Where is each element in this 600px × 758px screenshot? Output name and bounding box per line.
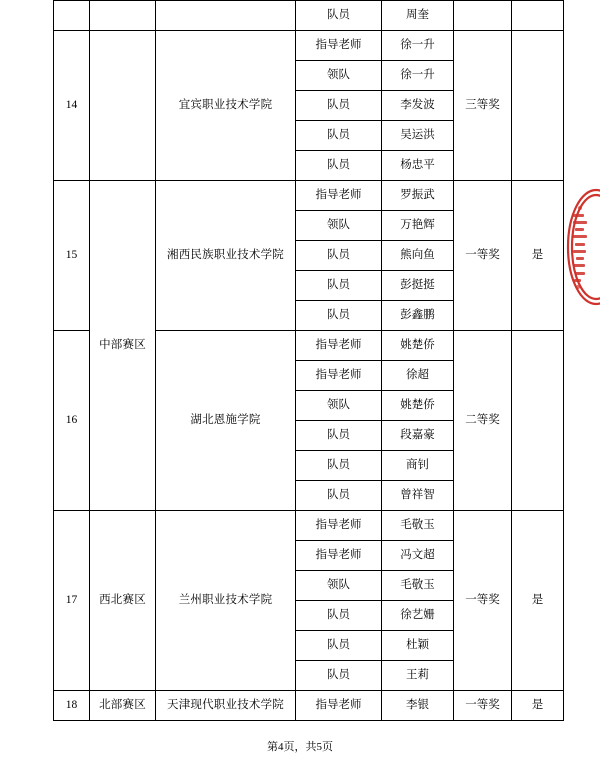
red-seal-stamp xyxy=(566,188,600,306)
cell-prize: 一等奖 xyxy=(454,691,512,721)
cell-zone: 西北赛区 xyxy=(90,511,156,691)
cell-name: 徐一升 xyxy=(382,31,454,61)
cell-role: 指导老师 xyxy=(296,691,382,721)
table-row xyxy=(54,181,564,211)
cell-name: 姚楚侨 xyxy=(382,331,454,361)
cell-role: 指导老师 xyxy=(296,331,382,361)
cell-name: 李发波 xyxy=(382,91,454,121)
cell-num: 14 xyxy=(54,31,90,181)
cell-name: 冯文超 xyxy=(382,541,454,571)
cell-flag: 是 xyxy=(512,511,564,691)
table-row xyxy=(54,511,564,541)
cell-name: 姚楚侨 xyxy=(382,391,454,421)
cell-role: 队员 xyxy=(296,271,382,301)
cell-name: 周奎 xyxy=(382,1,454,31)
cell-name: 徐超 xyxy=(382,361,454,391)
cell-role: 队员 xyxy=(296,91,382,121)
cell-school xyxy=(156,1,296,31)
cell-role: 队员 xyxy=(296,151,382,181)
cell-role: 队员 xyxy=(296,421,382,451)
cell-school: 兰州职业技术学院 xyxy=(156,511,296,691)
cell-role: 队员 xyxy=(296,1,382,31)
cell-name: 李银 xyxy=(382,691,454,721)
cell-num: 18 xyxy=(54,691,90,721)
cell-role: 指导老师 xyxy=(296,361,382,391)
cell-school: 湘西民族职业技术学院 xyxy=(156,181,296,331)
cell-school: 宜宾职业技术学院 xyxy=(156,31,296,181)
cell-name: 杨忠平 xyxy=(382,151,454,181)
cell-role: 领队 xyxy=(296,211,382,241)
cell-role: 队员 xyxy=(296,241,382,271)
cell-role: 队员 xyxy=(296,661,382,691)
cell-name: 段嘉豪 xyxy=(382,421,454,451)
cell-name: 吴运洪 xyxy=(382,121,454,151)
cell-school: 湖北恩施学院 xyxy=(156,331,296,511)
cell-zone: 中部赛区 xyxy=(90,181,156,511)
cell-zone xyxy=(90,1,156,31)
cell-zone: 北部赛区 xyxy=(90,691,156,721)
cell-role: 领队 xyxy=(296,61,382,91)
cell-role: 队员 xyxy=(296,451,382,481)
cell-role: 队员 xyxy=(296,481,382,511)
cell-role: 队员 xyxy=(296,601,382,631)
cell-role: 指导老师 xyxy=(296,31,382,61)
cell-role: 领队 xyxy=(296,391,382,421)
cell-name: 万艳辉 xyxy=(382,211,454,241)
cell-flag: 是 xyxy=(512,691,564,721)
cell-prize: 二等奖 xyxy=(454,331,512,511)
cell-name: 彭鑫鹏 xyxy=(382,301,454,331)
cell-num xyxy=(54,1,90,31)
cell-name: 杜颖 xyxy=(382,631,454,661)
cell-name: 徐艺姗 xyxy=(382,601,454,631)
cell-role: 领队 xyxy=(296,571,382,601)
cell-flag xyxy=(512,331,564,511)
cell-name: 曾祥智 xyxy=(382,481,454,511)
cell-num: 16 xyxy=(54,331,90,511)
cell-flag xyxy=(512,31,564,181)
cell-role: 指导老师 xyxy=(296,181,382,211)
cell-name: 罗振武 xyxy=(382,181,454,211)
cell-zone xyxy=(90,31,156,181)
cell-name: 熊向鱼 xyxy=(382,241,454,271)
page-footer: 第4页，共5页 xyxy=(267,741,333,753)
award-list-table xyxy=(53,0,564,721)
cell-flag: 是 xyxy=(512,181,564,331)
cell-num: 15 xyxy=(54,181,90,331)
cell-role: 队员 xyxy=(296,121,382,151)
cell-name: 商钊 xyxy=(382,451,454,481)
cell-flag xyxy=(512,1,564,31)
cell-name: 彭挺挺 xyxy=(382,271,454,301)
cell-role: 队员 xyxy=(296,301,382,331)
cell-school: 天津现代职业技术学院 xyxy=(156,691,296,721)
cell-num: 17 xyxy=(54,511,90,691)
table-row xyxy=(54,31,564,61)
cell-prize xyxy=(454,1,512,31)
cell-role: 队员 xyxy=(296,631,382,661)
cell-name: 王莉 xyxy=(382,661,454,691)
cell-name: 毛敬玉 xyxy=(382,571,454,601)
cell-role: 指导老师 xyxy=(296,511,382,541)
cell-prize: 一等奖 xyxy=(454,181,512,331)
cell-name: 毛敬玉 xyxy=(382,511,454,541)
cell-prize: 三等奖 xyxy=(454,31,512,181)
table-row xyxy=(54,691,564,721)
table-row xyxy=(54,1,564,31)
cell-prize: 一等奖 xyxy=(454,511,512,691)
cell-name: 徐一升 xyxy=(382,61,454,91)
cell-role: 指导老师 xyxy=(296,541,382,571)
